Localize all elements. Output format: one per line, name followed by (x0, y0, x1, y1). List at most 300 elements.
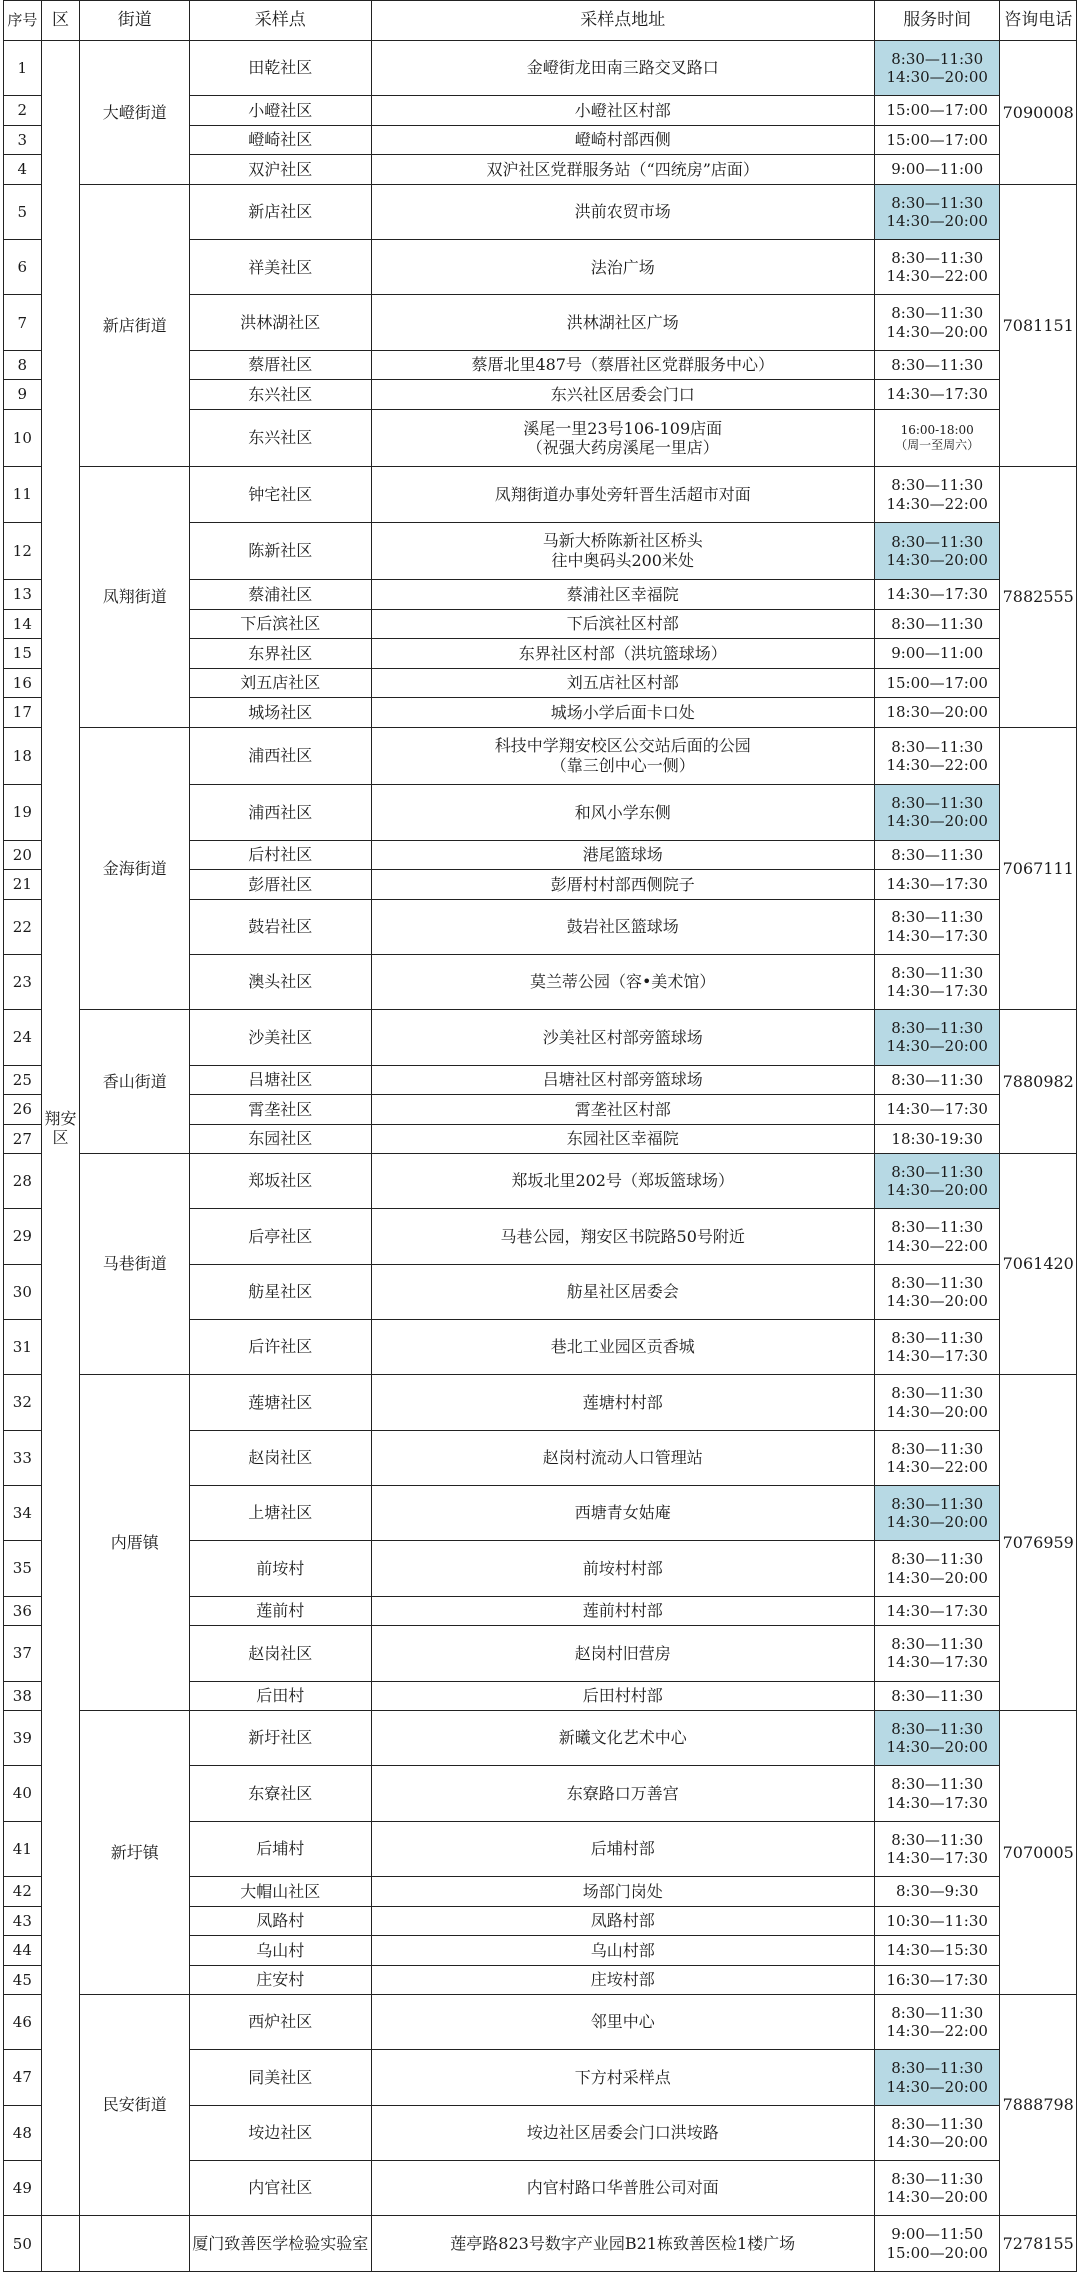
row-number: 12 (4, 522, 42, 580)
service-hours (874, 580, 1000, 609)
phone-cell: 7081151 (1000, 184, 1077, 467)
hours-line: 14:30—20:00 (886, 2132, 988, 2151)
service-hours (874, 785, 1000, 840)
site-address (371, 380, 874, 409)
site-address (371, 639, 874, 668)
street-cell: 香山街道 (80, 1010, 190, 1154)
address-line: 金嶝街龙田南三路交叉路口 (526, 58, 719, 78)
site-name: 澳头社区 (190, 954, 371, 1009)
row-number: 28 (4, 1154, 42, 1209)
service-hours (874, 350, 1000, 379)
site-address (371, 2050, 874, 2105)
phone-cell: 7880982 (1000, 1010, 1077, 1154)
hours-line: 8:30—11:30 (891, 2169, 984, 2188)
site-address (371, 1995, 874, 2050)
address-line: 下后滨社区村部 (566, 614, 679, 634)
address-line: 舫星社区居委会 (566, 1282, 679, 1302)
site-name: 蔡厝社区 (190, 350, 371, 379)
site-address (371, 1010, 874, 1065)
site-address (371, 184, 874, 239)
row-number: 38 (4, 1681, 42, 1710)
site-address (371, 1375, 874, 1430)
header-address: 采样点地址 (371, 1, 874, 41)
service-hours (874, 1486, 1000, 1541)
table-row (4, 2216, 1077, 2272)
address-line: 蔡浦社区幸福院 (566, 584, 679, 604)
phone-cell: 7882555 (1000, 467, 1077, 727)
service-hours (874, 870, 1000, 899)
site-name: 庄安村 (190, 1965, 371, 1994)
hours-line: 14:30—20:00 (886, 1738, 988, 1757)
hours-line: 8:30—11:30 (891, 304, 984, 323)
row-number: 7 (4, 295, 42, 350)
address-line: 东寮路口万善宫 (566, 1783, 679, 1803)
site-address (371, 1124, 874, 1153)
street-cell: 马巷街道 (80, 1154, 190, 1375)
street-cell: 新店街道 (80, 184, 190, 467)
hours-line: 14:30—20:00 (886, 1568, 988, 1587)
site-name: 西炉社区 (190, 1995, 371, 2050)
address-line: 霄垄社区村部 (574, 1099, 671, 1119)
address-line: 科技中学翔安校区公交站后面的公园 (494, 736, 751, 756)
address-line: 乌山村部 (590, 1940, 655, 1960)
address-line: 莲塘村村部 (582, 1392, 663, 1412)
address-line: 双沪社区党群服务站（“四统房”店面） (486, 159, 759, 179)
site-address (371, 2216, 874, 2272)
service-hours (874, 1906, 1000, 1935)
hours-line: 8:30—11:30 (891, 1384, 984, 1403)
hours-line: 8:30—11:30 (891, 1550, 984, 1569)
row-number: 43 (4, 1906, 42, 1935)
row-number: 41 (4, 1821, 42, 1876)
sampling-schedule-table (3, 0, 1077, 2272)
hours-line: 8:30—11:30 (891, 1439, 984, 1458)
phone-cell: 7888798 (1000, 1995, 1077, 2216)
header-phone: 咨询电话 (1000, 1, 1077, 41)
address-line: 赵岗村旧营房 (574, 1643, 671, 1663)
site-name: 霄垄社区 (190, 1095, 371, 1124)
address-line: 洪前农贸市场 (574, 202, 671, 222)
service-hours (874, 522, 1000, 580)
service-hours (874, 2161, 1000, 2216)
hours-line: 14:30—20:00 (886, 1291, 988, 1310)
service-hours (874, 1320, 1000, 1375)
hours-line: 8:30—11:30 (891, 1719, 984, 1738)
district-cell: 翔安区 (41, 41, 80, 2216)
hours-line: 8:30—11:30 (891, 1494, 984, 1513)
hours-line: 14:30—22:00 (886, 755, 988, 774)
hours-line: 18:30—20:00 (886, 703, 988, 722)
row-number: 14 (4, 609, 42, 638)
service-hours (874, 1936, 1000, 1965)
hours-line: 14:30—20:00 (886, 1037, 988, 1056)
site-address (371, 1209, 874, 1264)
header-site: 采样点 (190, 1, 371, 41)
site-name: 双沪社区 (190, 155, 371, 184)
address-line: 后田村村部 (582, 1686, 663, 1706)
hours-line: 8:30—11:30 (891, 49, 984, 68)
hours-line: 14:30—17:30 (886, 1601, 988, 1620)
hours-line: 9:00—11:00 (891, 644, 984, 663)
hours-line: 14:30—15:30 (886, 1941, 988, 1960)
street-cell (80, 2216, 190, 2272)
hours-line: 8:30—11:30 (891, 1686, 984, 1705)
address-line: 前垵村村部 (582, 1558, 663, 1578)
hours-line: 14:30—17:30 (886, 1653, 988, 1672)
site-address (371, 155, 874, 184)
hours-line: 14:30—20:00 (886, 1513, 988, 1532)
service-hours (874, 96, 1000, 125)
hours-line: 8:30—11:30 (891, 1328, 984, 1347)
row-number: 45 (4, 1965, 42, 1994)
street-cell: 内厝镇 (80, 1375, 190, 1711)
address-line: 凤路村部 (590, 1911, 655, 1931)
site-name: 浦西社区 (190, 727, 371, 785)
address-line: 下方村采样点 (574, 2067, 671, 2087)
address-line: 莲亭路823号数字产业园B21栋致善医检1楼广场 (450, 2233, 796, 2253)
service-hours (874, 899, 1000, 954)
site-name: 浦西社区 (190, 785, 371, 840)
site-address (371, 409, 874, 467)
site-name: 彭厝社区 (190, 870, 371, 899)
header-street: 街道 (80, 1, 190, 41)
site-address (371, 1681, 874, 1710)
hours-line: 8:30—11:30 (891, 476, 984, 495)
address-line: 马新大桥陈新社区桥头 (542, 531, 703, 551)
address-line: 内官村路口华普胜公司对面 (526, 2178, 719, 2198)
service-hours (874, 1124, 1000, 1153)
row-number: 2 (4, 96, 42, 125)
hours-line: 9:00—11:50 (891, 2225, 984, 2244)
hours-line: 14:30—22:00 (886, 494, 988, 513)
hours-line: 14:30—17:30 (886, 1347, 988, 1366)
address-line: 凤翔街道办事处旁轩晋生活超市对面 (494, 484, 751, 504)
address-line: 港尾篮球场 (582, 845, 663, 865)
site-address (371, 870, 874, 899)
site-name: 祥美社区 (190, 240, 371, 295)
table-row (4, 1995, 1077, 2050)
service-hours (874, 1095, 1000, 1124)
address-line: 赵岗村流动人口管理站 (542, 1448, 703, 1468)
site-name: 垵边社区 (190, 2105, 371, 2160)
hours-line: 14:30—20:00 (886, 1402, 988, 1421)
site-address (371, 522, 874, 580)
site-address (371, 41, 874, 96)
hours-line: 8:30—11:30 (891, 1019, 984, 1038)
service-hours (874, 125, 1000, 154)
site-name: 东园社区 (190, 1124, 371, 1153)
service-hours (874, 639, 1000, 668)
site-address (371, 467, 874, 522)
site-name: 田乾社区 (190, 41, 371, 96)
row-number: 9 (4, 380, 42, 409)
site-name: 沙美社区 (190, 1010, 371, 1065)
site-name: 后田村 (190, 1681, 371, 1710)
service-hours (874, 1209, 1000, 1264)
hours-line: 14:30—20:00 (886, 211, 988, 230)
hours-line: 8:30—11:30 (891, 2114, 984, 2133)
row-number: 40 (4, 1766, 42, 1821)
site-address (371, 785, 874, 840)
service-hours (874, 609, 1000, 638)
site-name: 前垵村 (190, 1541, 371, 1596)
address-line: （靠三创中心一侧） (550, 755, 695, 775)
row-number: 33 (4, 1430, 42, 1485)
address-line: 后埔村部 (590, 1839, 655, 1859)
row-number: 5 (4, 184, 42, 239)
table-row (4, 1375, 1077, 1430)
hours-line: 14:30—20:00 (886, 1181, 988, 1200)
address-line: 东园社区幸福院 (566, 1129, 679, 1148)
site-address (371, 1965, 874, 1994)
header-hours: 服务时间 (874, 1, 1000, 41)
address-line: 彭厝村村部西侧院子 (550, 874, 695, 894)
site-address (371, 1936, 874, 1965)
row-number: 13 (4, 580, 42, 609)
service-hours (874, 954, 1000, 1009)
site-address (371, 1711, 874, 1766)
hours-line: 8:30—11:30 (891, 355, 984, 374)
address-line: 吕塘社区村部旁篮球场 (542, 1070, 703, 1090)
phone-cell: 7278155 (1000, 2216, 1077, 2272)
site-name: 乌山村 (190, 1936, 371, 1965)
site-address (371, 2105, 874, 2160)
row-number: 24 (4, 1010, 42, 1065)
service-hours (874, 1430, 1000, 1485)
row-number: 48 (4, 2105, 42, 2160)
address-line: 法治广场 (590, 257, 655, 277)
address-line: 溪尾一里23号106-109店面 (523, 418, 723, 438)
site-address (371, 727, 874, 785)
hours-line: 14:30—17:30 (886, 875, 988, 894)
site-name: 刘五店社区 (190, 668, 371, 697)
service-hours (874, 1375, 1000, 1430)
site-name: 东寮社区 (190, 1766, 371, 1821)
row-number: 36 (4, 1596, 42, 1625)
header-row (4, 1, 1077, 41)
row-number: 50 (4, 2216, 42, 2272)
site-name: 凤路村 (190, 1906, 371, 1935)
hours-line: 14:30—20:00 (886, 2188, 988, 2207)
site-address (371, 1065, 874, 1094)
site-address (371, 1877, 874, 1906)
hours-line: 14:30—22:00 (886, 2022, 988, 2041)
hours-line: 14:30—17:30 (886, 585, 988, 604)
service-hours (874, 240, 1000, 295)
site-address (371, 668, 874, 697)
service-hours (874, 1596, 1000, 1625)
row-number: 46 (4, 1995, 42, 2050)
hours-line: 8:30—11:30 (891, 532, 984, 551)
address-line: 洪林湖社区广场 (566, 312, 679, 332)
hours-line: 15:00—17:00 (886, 130, 988, 149)
site-address (371, 954, 874, 1009)
address-line: 往中奥码头200米处 (551, 550, 694, 570)
service-hours (874, 1965, 1000, 1994)
hours-line: 15:00—17:00 (886, 101, 988, 120)
row-number: 39 (4, 1711, 42, 1766)
service-hours (874, 1995, 1000, 2050)
address-line: 郑坂北里202号（郑坂篮球场） (511, 1171, 734, 1191)
service-hours (874, 184, 1000, 239)
service-hours (874, 1541, 1000, 1596)
hours-line: 14:30—17:30 (886, 1848, 988, 1867)
site-address (371, 1264, 874, 1319)
address-line: 鼓岩社区篮球场 (566, 916, 679, 936)
service-hours (874, 1766, 1000, 1821)
site-address (371, 295, 874, 350)
row-number: 1 (4, 41, 42, 96)
table-row (4, 1711, 1077, 1766)
hours-line: 14:30—17:30 (886, 982, 988, 1001)
service-hours (874, 2050, 1000, 2105)
hours-line: 8:30—11:30 (891, 1635, 984, 1654)
address-line: 和风小学东侧 (574, 802, 671, 822)
hours-line: 14:30—22:00 (886, 1236, 988, 1255)
address-line: （祝强大药房溪尾一里店） (526, 438, 719, 458)
site-address (371, 1596, 874, 1625)
site-address (371, 240, 874, 295)
site-address (371, 125, 874, 154)
hours-line: 8:30—11:30 (891, 1775, 984, 1794)
site-address (371, 1154, 874, 1209)
service-hours (874, 409, 1000, 467)
site-address (371, 1821, 874, 1876)
service-hours (874, 1877, 1000, 1906)
site-name: 郑坂社区 (190, 1154, 371, 1209)
hours-line: 8:30—11:30 (891, 1162, 984, 1181)
row-number: 3 (4, 125, 42, 154)
hours-line: 8:30—11:30 (891, 2003, 984, 2022)
site-name: 后村社区 (190, 840, 371, 869)
address-line: 莲前村村部 (582, 1601, 663, 1621)
service-hours (874, 1821, 1000, 1876)
hours-line: 9:00—11:00 (891, 160, 984, 179)
service-hours (874, 1626, 1000, 1681)
site-name: 洪林湖社区 (190, 295, 371, 350)
address-line: 邻里中心 (590, 2012, 655, 2032)
phone-cell: 7067111 (1000, 727, 1077, 1010)
row-number: 27 (4, 1124, 42, 1153)
service-hours (874, 727, 1000, 785)
site-name: 赵岗社区 (190, 1430, 371, 1485)
row-number: 47 (4, 2050, 42, 2105)
site-name: 吕塘社区 (190, 1065, 371, 1094)
service-hours (874, 1154, 1000, 1209)
hours-line: 15:00—20:00 (886, 2243, 988, 2262)
site-address (371, 2161, 874, 2216)
row-number: 29 (4, 1209, 42, 1264)
site-name: 后许社区 (190, 1320, 371, 1375)
row-number: 10 (4, 409, 42, 467)
hours-line: 14:30—17:30 (886, 926, 988, 945)
site-name: 新店社区 (190, 184, 371, 239)
row-number: 23 (4, 954, 42, 1009)
row-number: 4 (4, 155, 42, 184)
site-name: 莲前村 (190, 1596, 371, 1625)
street-cell: 新圩镇 (80, 1711, 190, 1995)
hours-line: 15:00—17:00 (886, 673, 988, 692)
site-name: 上塘社区 (190, 1486, 371, 1541)
hours-line: 14:30—20:00 (886, 322, 988, 341)
address-line: 蔡厝北里487号（蔡厝社区党群服务中心） (471, 355, 774, 375)
site-address (371, 580, 874, 609)
site-name: 同美社区 (190, 2050, 371, 2105)
site-name: 莲塘社区 (190, 1375, 371, 1430)
row-number: 6 (4, 240, 42, 295)
address-line: 莫兰蒂公园（容•美术馆） (529, 972, 716, 992)
site-name: 赵岗社区 (190, 1626, 371, 1681)
table-row (4, 727, 1077, 785)
phone-cell: 7061420 (1000, 1154, 1077, 1375)
service-hours (874, 1264, 1000, 1319)
street-cell: 金海街道 (80, 727, 190, 1010)
site-name: 舫星社区 (190, 1264, 371, 1319)
row-number: 16 (4, 668, 42, 697)
row-number: 15 (4, 639, 42, 668)
site-name: 蔡浦社区 (190, 580, 371, 609)
row-number: 37 (4, 1626, 42, 1681)
site-name: 陈新社区 (190, 522, 371, 580)
hours-line: 8:30—11:30 (891, 2059, 984, 2078)
hours-line: 14:30—20:00 (886, 812, 988, 831)
site-address (371, 1430, 874, 1485)
site-name: 后亭社区 (190, 1209, 371, 1264)
address-line: 垵边社区居委会门口洪垵路 (526, 2123, 719, 2143)
hours-line: （周一至周六） (895, 438, 980, 453)
service-hours (874, 1711, 1000, 1766)
site-name: 嶝崎社区 (190, 125, 371, 154)
row-number: 30 (4, 1264, 42, 1319)
header-seq: 序号 (4, 1, 42, 41)
hours-line: 18:30-19:30 (891, 1129, 983, 1148)
table-row (4, 1154, 1077, 1209)
address-line: 巷北工业园区贡香城 (550, 1337, 695, 1357)
row-number: 20 (4, 840, 42, 869)
hours-line: 8:30—11:30 (891, 1830, 984, 1849)
header-district: 区 (41, 1, 80, 41)
address-line: 东界社区村部（洪坑篮球场） (518, 643, 727, 663)
table-row (4, 1010, 1077, 1065)
table-row (4, 467, 1077, 522)
hours-line: 14:30—20:00 (886, 550, 988, 569)
service-hours (874, 41, 1000, 96)
street-cell: 民安街道 (80, 1995, 190, 2216)
site-address (371, 96, 874, 125)
address-line: 马巷公园，翔安区书院路50号附近 (500, 1226, 745, 1246)
service-hours (874, 467, 1000, 522)
hours-line: 8:30—11:30 (891, 193, 984, 212)
hours-line: 14:30—20:00 (886, 68, 988, 87)
address-line: 嶝崎村部西侧 (574, 130, 671, 150)
service-hours (874, 380, 1000, 409)
site-name: 新圩社区 (190, 1711, 371, 1766)
street-cell: 凤翔街道 (80, 467, 190, 727)
site-name: 内官社区 (190, 2161, 371, 2216)
table-row (4, 41, 1077, 96)
row-number: 42 (4, 1877, 42, 1906)
site-name: 东兴社区 (190, 409, 371, 467)
service-hours (874, 668, 1000, 697)
row-number: 35 (4, 1541, 42, 1596)
address-line: 沙美社区村部旁篮球场 (542, 1027, 703, 1047)
hours-line: 8:30—11:30 (891, 1273, 984, 1292)
phone-cell: 7076959 (1000, 1375, 1077, 1711)
hours-line: 14:30—17:30 (886, 1100, 988, 1119)
site-address (371, 1095, 874, 1124)
service-hours (874, 295, 1000, 350)
address-line: 新曦文化艺术中心 (558, 1728, 687, 1748)
